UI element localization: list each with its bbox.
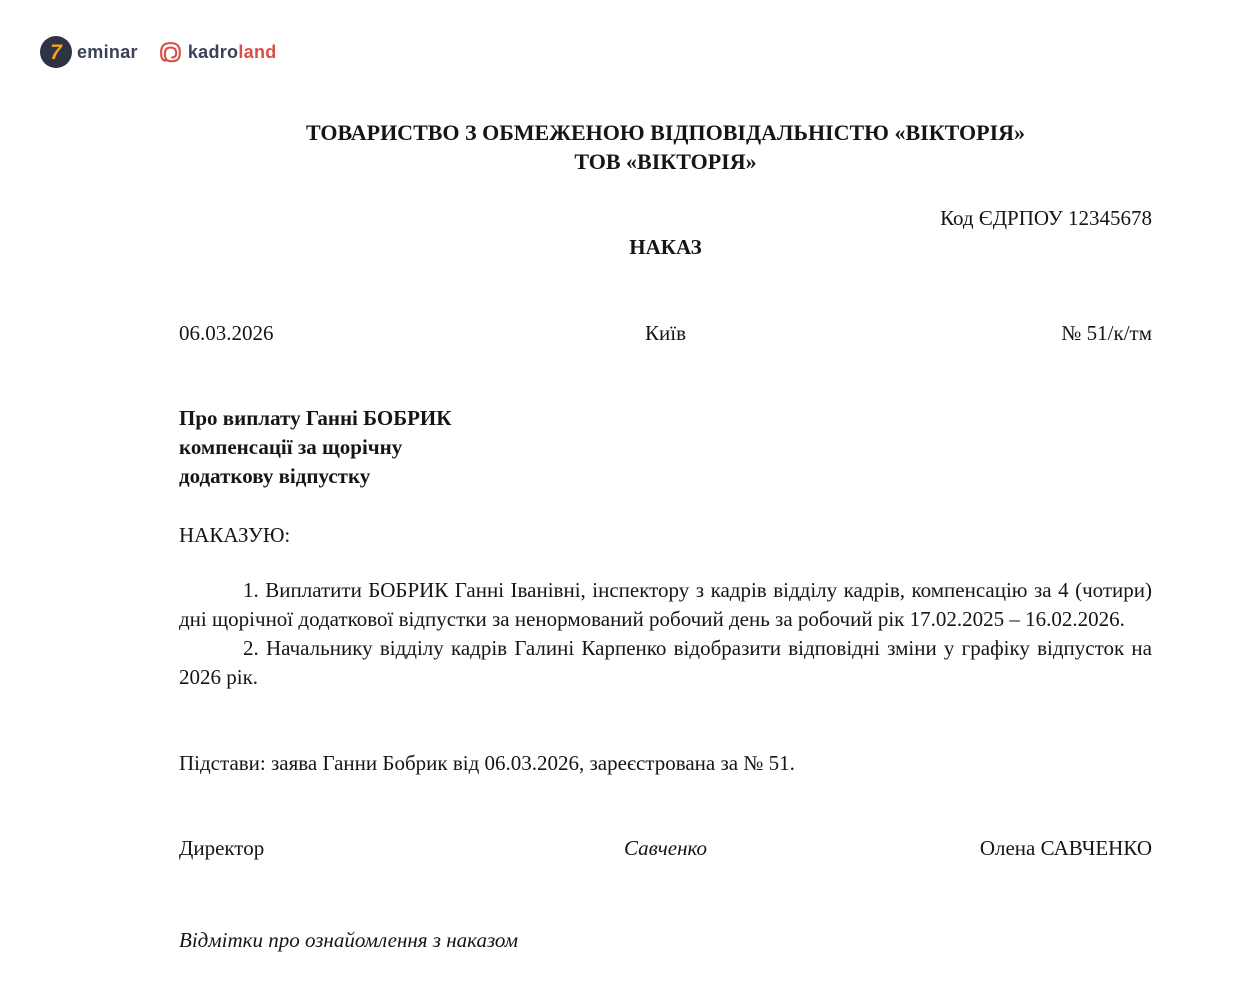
7eminar-wordmark: eminar: [77, 42, 138, 62]
7eminar-icon: [40, 36, 72, 68]
kadroland-wordmark-kadro: kadro: [187, 42, 239, 62]
subject-line-3: додаткову відпустку: [179, 464, 371, 488]
doc-number: № 51/к/тм: [1061, 321, 1152, 345]
signer-position: Директор: [179, 836, 265, 860]
order-item-2: 2. Начальнику відділу кадрів Галині Карпенко відобразити відповідні зміни у графіку відпусток на 2026 рік.: [179, 636, 1152, 689]
doc-meta-line: [179, 319, 1152, 348]
directive-label: НАКАЗУЮ:: [179, 523, 291, 547]
basis-line: Підстави: заява Ганни Бобрик від 06.03.2026, зареєстрована за № 51.: [179, 751, 795, 775]
order-item-1: 1. Виплатити БОБРИК Ганні Іванівні, інспектору з кадрів відділу кадрів, компенсацію за 4 (чотири) дні щорічної додаткової відпустки за ненормований робочий день за робочий рік 17.02.2025 – 16.02.2026.: [179, 578, 1152, 631]
subject-line-2: компенсації за щорічну: [179, 435, 403, 459]
company-short-name: ТОВ «ВІКТОРІЯ»: [574, 149, 757, 174]
kadroland-wordmark-land: land: [238, 42, 277, 62]
doc-date: 06.03.2026: [179, 321, 274, 345]
edrpou-code: Код ЄДРПОУ 12345678: [940, 206, 1152, 230]
company-full-name: ТОВАРИСТВО З ОБМЕЖЕНОЮ ВІДПОВІДАЛЬНІСТЮ «ВІКТОРІЯ»: [305, 120, 1026, 145]
order-document: [179, 0, 1152, 955]
subject-line-1: Про виплату Ганні БОБРИК: [179, 406, 452, 430]
doc-subject: [179, 404, 1152, 491]
doc-city: Київ: [645, 321, 686, 345]
acknowledgement-note: Відмітки про ознайомлення з наказом: [179, 928, 518, 952]
signature-handwritten: Савченко: [623, 836, 708, 860]
signer-full-name: Олена САВЧЕНКО: [979, 836, 1152, 860]
7eminar-digit: 7: [50, 40, 62, 64]
doc-type-title: НАКАЗ: [629, 235, 702, 259]
logo-7eminar: [40, 36, 138, 68]
signature-line: [179, 834, 1152, 863]
